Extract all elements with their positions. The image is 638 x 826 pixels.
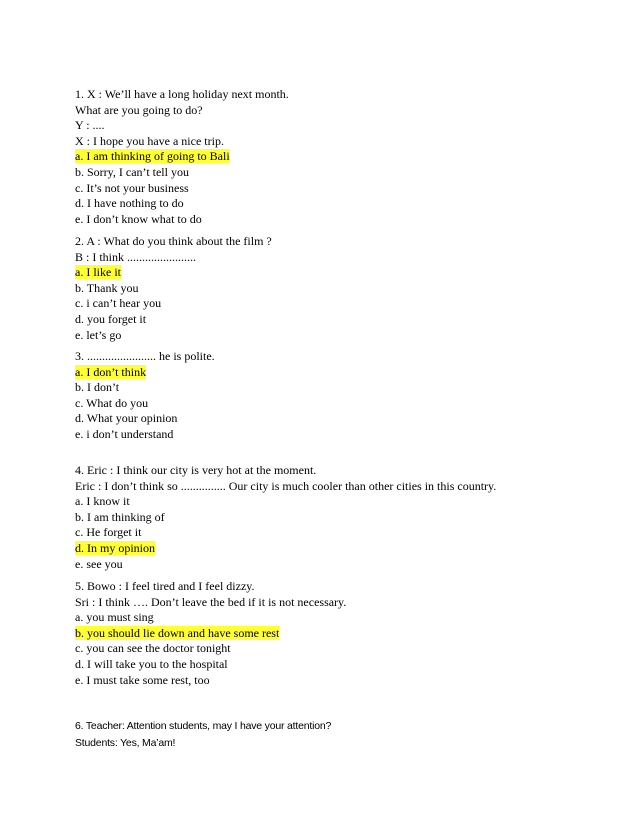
question-2-option-d: d. you forget it (75, 311, 147, 326)
question-3-option-b: b. I don’t (75, 380, 120, 395)
question-5 (75, 579, 615, 688)
question-1-line: 1. X : We’ll have a long holiday next month. (75, 87, 289, 101)
question-1-line: X : I hope you have a nice trip. (75, 133, 224, 148)
question-5-line: Sri : I think …. Don’t leave the bed if it is not necessary. (75, 594, 347, 609)
question-6 (75, 718, 615, 752)
question-3-line: 3. ....................... he is polite. (75, 349, 215, 363)
question-1-line: What are you going to do? (75, 102, 203, 117)
question-4-option-b: b. I am thinking of (75, 509, 165, 524)
question-2-option-c: c. i can’t hear you (75, 296, 162, 311)
question-4-line: Eric : I don’t think so ............... Our city is much cooler than other cities in this country. (75, 478, 497, 493)
question-3-option-c: c. What do you (75, 395, 149, 410)
question-5-option-d: d. I will take you to the hospital (75, 656, 228, 671)
question-2-line: B : I think ....................... (75, 249, 197, 264)
question-5-option-b-highlighted-answer: b. you should lie down and have some rest (75, 625, 280, 640)
question-1-option-d: d. I have nothing to do (75, 196, 184, 211)
question-4-option-d-highlighted-answer: d. In my opinion (75, 540, 155, 555)
question-4-option-c: c. He forget it (75, 525, 142, 540)
question-4 (75, 463, 615, 572)
question-5-option-c: c. you can see the doctor tonight (75, 641, 231, 656)
question-4-line: 4. Eric : I think our city is very hot at the moment. (75, 463, 317, 477)
question-3-option-d: d. What your opinion (75, 411, 178, 426)
question-1-option-b: b. Sorry, I can’t tell you (75, 164, 189, 179)
question-2-line: 2. A : What do you think about the film ? (75, 234, 272, 248)
question-6-students-line: Students: Yes, Ma’am! (75, 737, 176, 749)
question-2-option-b: b. Thank you (75, 280, 139, 295)
question-2 (75, 234, 615, 343)
question-3-option-a-highlighted-answer: a. I don’t think (75, 364, 147, 379)
question-1-line: Y : .... (75, 118, 105, 133)
question-1-option-e: e. I don’t know what to do (75, 211, 202, 226)
question-5-option-a: a. you must sing (75, 610, 154, 625)
question-6-teacher-line: 6. Teacher: Attention students, may I have your attention? (75, 720, 332, 732)
question-5-line: 5. Bowo : I feel tired and I feel dizzy. (75, 579, 255, 593)
question-4-option-a: a. I know it (75, 494, 130, 509)
question-5-option-e: e. I must take some rest, too (75, 672, 210, 687)
question-2-option-a-highlighted-answer: a. I like it (75, 265, 121, 280)
question-2-option-e: e. let’s go (75, 327, 122, 342)
question-3-option-e: e. i don’t understand (75, 426, 174, 441)
question-3 (75, 349, 615, 443)
question-4-option-e: e. see you (75, 556, 123, 571)
question-1 (75, 87, 615, 227)
question-1-option-c: c. It’s not your business (75, 180, 189, 195)
question-1-option-a-highlighted-answer: a. I am thinking of going to Bali (75, 149, 230, 164)
